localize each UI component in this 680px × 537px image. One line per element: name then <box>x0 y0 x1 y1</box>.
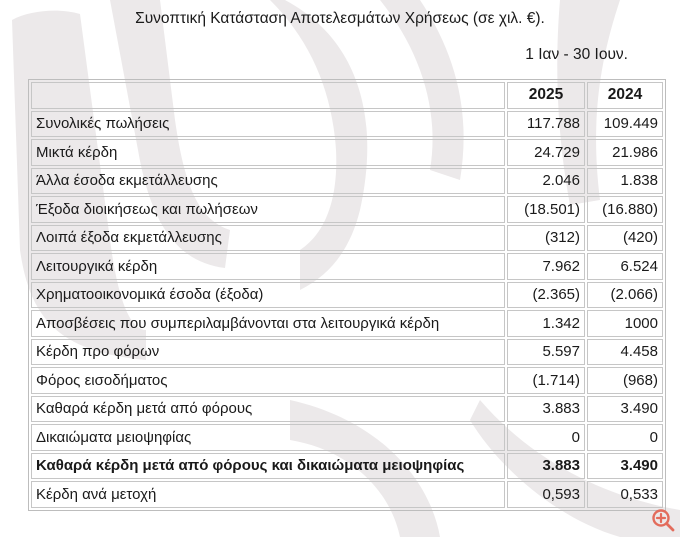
header-year-2025: 2025 <box>507 82 585 109</box>
value-2024: 1000 <box>587 310 663 337</box>
value-2025: 24.729 <box>507 139 585 166</box>
page-title: Συνοπτική Κατάσταση Αποτελεσμάτων Χρήσεως (σε χιλ. €). <box>135 10 545 27</box>
table-header-row <box>31 82 663 109</box>
value-2025: 5.597 <box>507 339 585 366</box>
table-row <box>31 424 663 451</box>
table-row <box>31 168 663 195</box>
table-row <box>31 481 663 508</box>
value-2024: (968) <box>587 367 663 394</box>
value-2025: (2.365) <box>507 282 585 309</box>
row-label: Κέρδη ανά μετοχή <box>31 481 505 508</box>
value-2024: 3.490 <box>587 396 663 423</box>
value-2025: 117.788 <box>507 111 585 138</box>
row-label: Δικαιώματα μειοψηφίας <box>31 424 505 451</box>
table-row-total <box>31 453 663 480</box>
value-2025: 0 <box>507 424 585 451</box>
table-row <box>31 139 663 166</box>
header-label-cell <box>31 82 505 109</box>
value-2025: 7.962 <box>507 253 585 280</box>
table-row <box>31 111 663 138</box>
row-label: Λοιπά έξοδα εκμετάλλευσης <box>31 225 505 252</box>
table-row <box>31 396 663 423</box>
value-2025: (1.714) <box>507 367 585 394</box>
value-2025: 3.883 <box>507 453 585 480</box>
value-2024: 0,533 <box>587 481 663 508</box>
row-label: Συνολικές πωλήσεις <box>31 111 505 138</box>
row-label: Φόρος εισοδήματος <box>31 367 505 394</box>
value-2025: 2.046 <box>507 168 585 195</box>
row-label: Καθαρά κέρδη μετά από φόρους και δικαιώματα μειοψηφίας <box>31 453 505 480</box>
value-2025: 3.883 <box>507 396 585 423</box>
table-row <box>31 225 663 252</box>
value-2024: 109.449 <box>587 111 663 138</box>
zoom-in-icon[interactable] <box>650 507 676 533</box>
income-statement-table <box>28 79 666 511</box>
value-2024: 3.490 <box>587 453 663 480</box>
period-label: 1 Ιαν - 30 Ιουν. <box>525 46 628 63</box>
row-label: Καθαρά κέρδη μετά από φόρους <box>31 396 505 423</box>
table-row <box>31 367 663 394</box>
row-label: Αποσβέσεις που συμπεριλαμβάνονται στα λειτουργικά κέρδη <box>31 310 505 337</box>
row-label: Άλλα έσοδα εκμετάλλευσης <box>31 168 505 195</box>
value-2024: 21.986 <box>587 139 663 166</box>
table-row <box>31 339 663 366</box>
value-2025: (18.501) <box>507 196 585 223</box>
value-2024: (16.880) <box>587 196 663 223</box>
table-row <box>31 196 663 223</box>
row-label: Χρηματοοικονομικά έσοδα (έξοδα) <box>31 282 505 309</box>
row-label: Λειτουργικά κέρδη <box>31 253 505 280</box>
value-2024: 1.838 <box>587 168 663 195</box>
table-row <box>31 282 663 309</box>
row-label: Μικτά κέρδη <box>31 139 505 166</box>
value-2024: (420) <box>587 225 663 252</box>
value-2025: (312) <box>507 225 585 252</box>
row-label: Έξοδα διοικήσεως και πωλήσεων <box>31 196 505 223</box>
value-2025: 1.342 <box>507 310 585 337</box>
value-2024: 0 <box>587 424 663 451</box>
value-2025: 0,593 <box>507 481 585 508</box>
header-year-2024: 2024 <box>587 82 663 109</box>
row-label: Κέρδη προ φόρων <box>31 339 505 366</box>
table-row <box>31 310 663 337</box>
value-2024: (2.066) <box>587 282 663 309</box>
value-2024: 4.458 <box>587 339 663 366</box>
table-row <box>31 253 663 280</box>
value-2024: 6.524 <box>587 253 663 280</box>
